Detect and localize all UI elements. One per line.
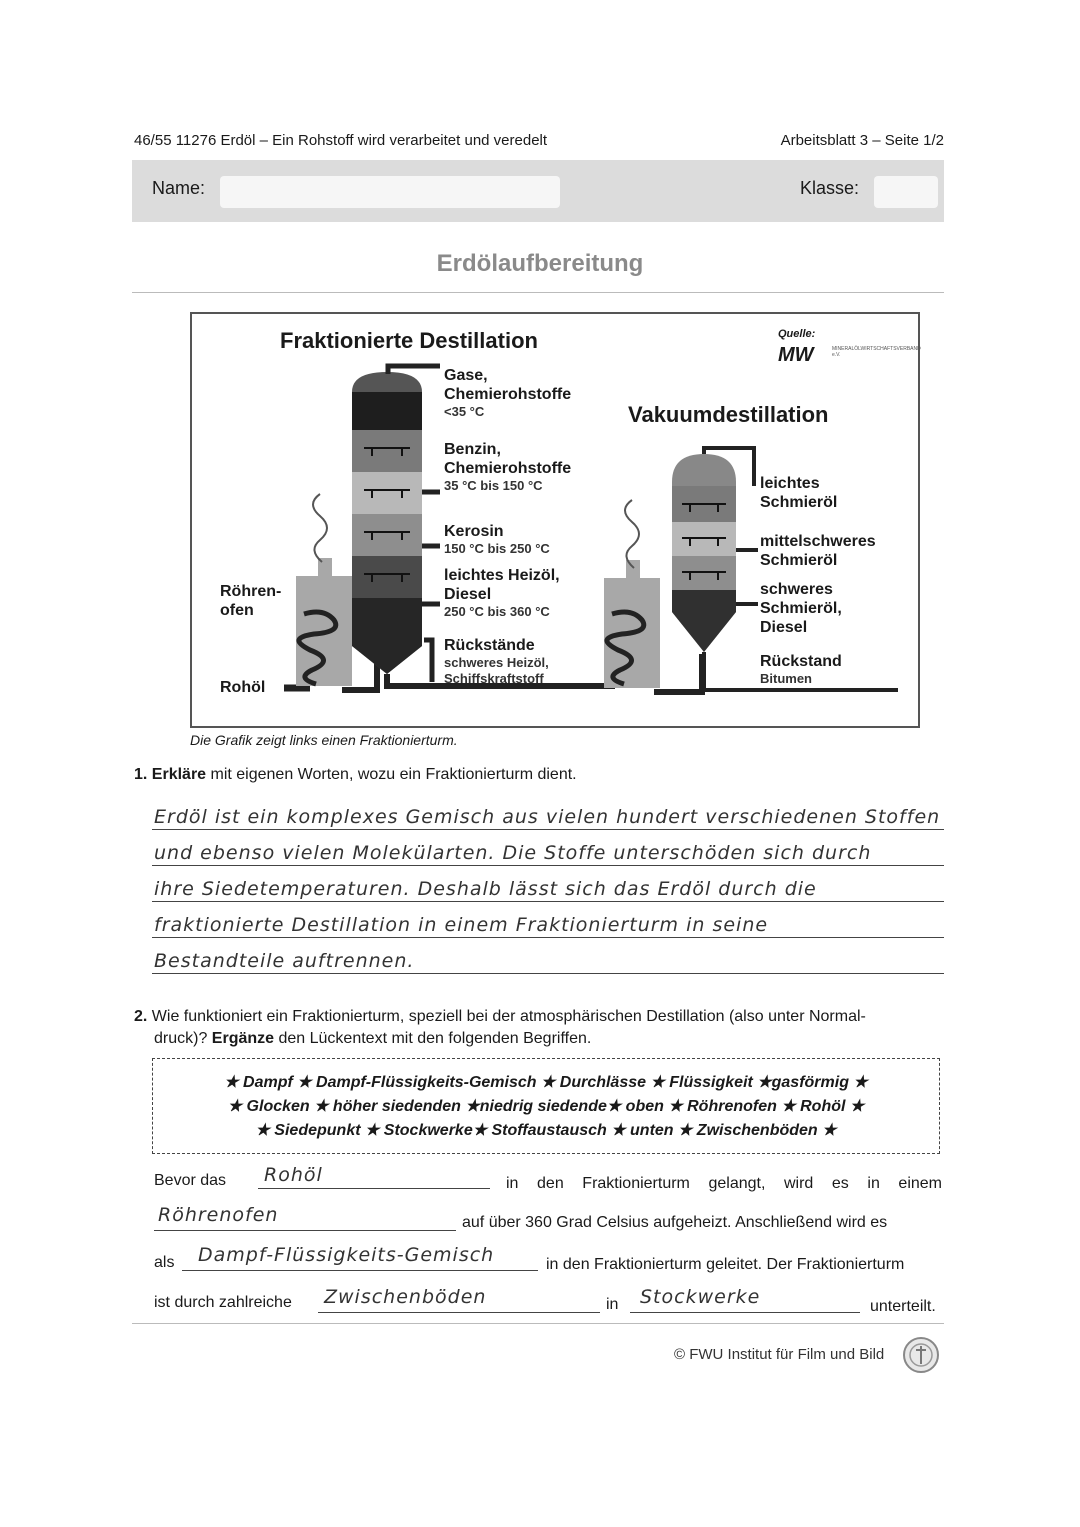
answer-line: Bestandteile auftrennen. — [154, 950, 415, 972]
vacuum-fraction-residue: Rückstand Bitumen — [760, 653, 842, 686]
name-class-bar — [132, 160, 944, 222]
cloze-blank-1[interactable]: Rohöl — [258, 1164, 490, 1189]
source-logo: MW — [778, 344, 814, 366]
cloze-text-3a: als — [154, 1254, 175, 1271]
fraction-kerosin: Kerosin 150 °C bis 250 °C — [444, 523, 550, 556]
vacuum-fraction-medium: mittelschweres Schmieröl — [760, 533, 876, 569]
header-document-title: 46/55 11276 Erdöl – Ein Rohstoff wird verarbeitet und veredelt — [134, 132, 548, 149]
source-label: Quelle: — [778, 328, 816, 340]
fraction-gases: Gase, Chemierohstoffe <35 °C — [444, 367, 572, 419]
cloze-blank-4[interactable]: Zwischenböden — [318, 1286, 600, 1313]
cloze-blank-5[interactable]: Stockwerke — [630, 1286, 860, 1313]
figure-title-right: Vakuumdestillation — [628, 402, 829, 427]
figure-caption: Die Grafik zeigt links einen Fraktionierturm. — [190, 732, 458, 748]
name-field[interactable] — [220, 176, 560, 208]
word-bank-line: ★ Glocken ★ höher siedenden ★niedrig siedende★ oben ★ Röhrenofen ★ Rohöl ★ — [227, 1098, 865, 1115]
fwu-logo-icon — [902, 1336, 940, 1374]
cloze-text-4a: ist durch zahlreiche — [154, 1294, 292, 1311]
source-logo-small: MINERALÖLWIRTSCHAFTSVERBAND e.V. — [832, 346, 921, 358]
word-bank — [152, 1058, 940, 1154]
vacuum-fraction-light: leichtes Schmieröl — [760, 475, 838, 511]
question-1: 1. Erkläre mit eigenen Worten, wozu ein Fraktionierturm dient. — [134, 766, 577, 783]
cloze-text-2: auf über 360 Grad Celsius aufgeheizt. Anschließend wird es — [462, 1214, 888, 1231]
answer-line: Erdöl ist ein komplexes Gemisch aus vielen hundert verschiedenen Stoffen — [154, 806, 941, 828]
cloze-text-1a: Bevor das — [154, 1172, 227, 1189]
fraction-diesel: leichtes Heizöl, Diesel 250 °C bis 360 °C — [444, 567, 560, 619]
distillation-figure — [190, 312, 920, 728]
figure-title-left: Fraktionierte Destillation — [280, 328, 538, 353]
answer-line: ihre Siedetemperaturen. Deshalb lässt sich das Erdöl durch die — [154, 878, 817, 900]
cloze-text-1b: in den Fraktionierturm gelangt, wird es in einem — [506, 1175, 942, 1192]
answer-line: und ebenso vielen Molekülarten. Die Stoffe unterschöden sich durch — [154, 842, 872, 864]
cloze-text-4b: in — [606, 1296, 619, 1313]
cloze-blank-3[interactable]: Dampf-Flüssigkeits-Gemisch — [182, 1244, 538, 1271]
class-field[interactable] — [874, 176, 938, 208]
cloze-text-3b: in den Fraktionierturm geleitet. Der Fraktionierturm — [546, 1256, 905, 1273]
page-title: Erdölaufbereitung — [436, 250, 644, 277]
class-label: Klasse: — [800, 178, 860, 198]
cloze-blank-2[interactable]: Röhrenofen — [154, 1204, 456, 1231]
cloze-text-4c: unterteilt. — [870, 1298, 936, 1315]
header-page-info: Arbeitsblatt 3 – Seite 1/2 — [780, 132, 944, 149]
answer-line: fraktionierte Destillation in einem Fraktionierturm in seine — [154, 914, 769, 936]
word-bank-line: ★ Siedepunkt ★ Stockwerke★ Stoffaustausch ★ unten ★ Zwischenböden ★ — [255, 1122, 837, 1139]
answer-1-area[interactable] — [152, 798, 944, 978]
vacuum-fraction-heavy: schweres Schmieröl, Diesel — [760, 581, 842, 636]
question-2: 2. Wie funktioniert ein Fraktionierturm, speziell bei der atmosphärischen Destillation (also unter Normal- druck)? Ergänze den Lückentext mit den folgenden Begriffen. — [134, 1008, 866, 1047]
footer-divider — [132, 1323, 944, 1324]
title-divider — [132, 292, 944, 293]
label-roehrenofen: Röhren- ofen — [220, 583, 282, 619]
label-rohoel: Rohöl — [220, 679, 266, 696]
fraction-benzin: Benzin, Chemierohstoffe 35 °C bis 150 °C — [444, 441, 572, 493]
fraction-rueckstaende: Rückstände schweres Heizöl, Schiffskraftstoff — [444, 637, 549, 686]
name-label: Name: — [152, 178, 206, 198]
footer-copyright: © FWU Institut für Film und Bild — [674, 1346, 885, 1363]
word-bank-line: ★ Dampf ★ Dampf-Flüssigkeits-Gemisch ★ Durchlässe ★ Flüssigkeit ★gasförmig ★ — [224, 1074, 868, 1091]
